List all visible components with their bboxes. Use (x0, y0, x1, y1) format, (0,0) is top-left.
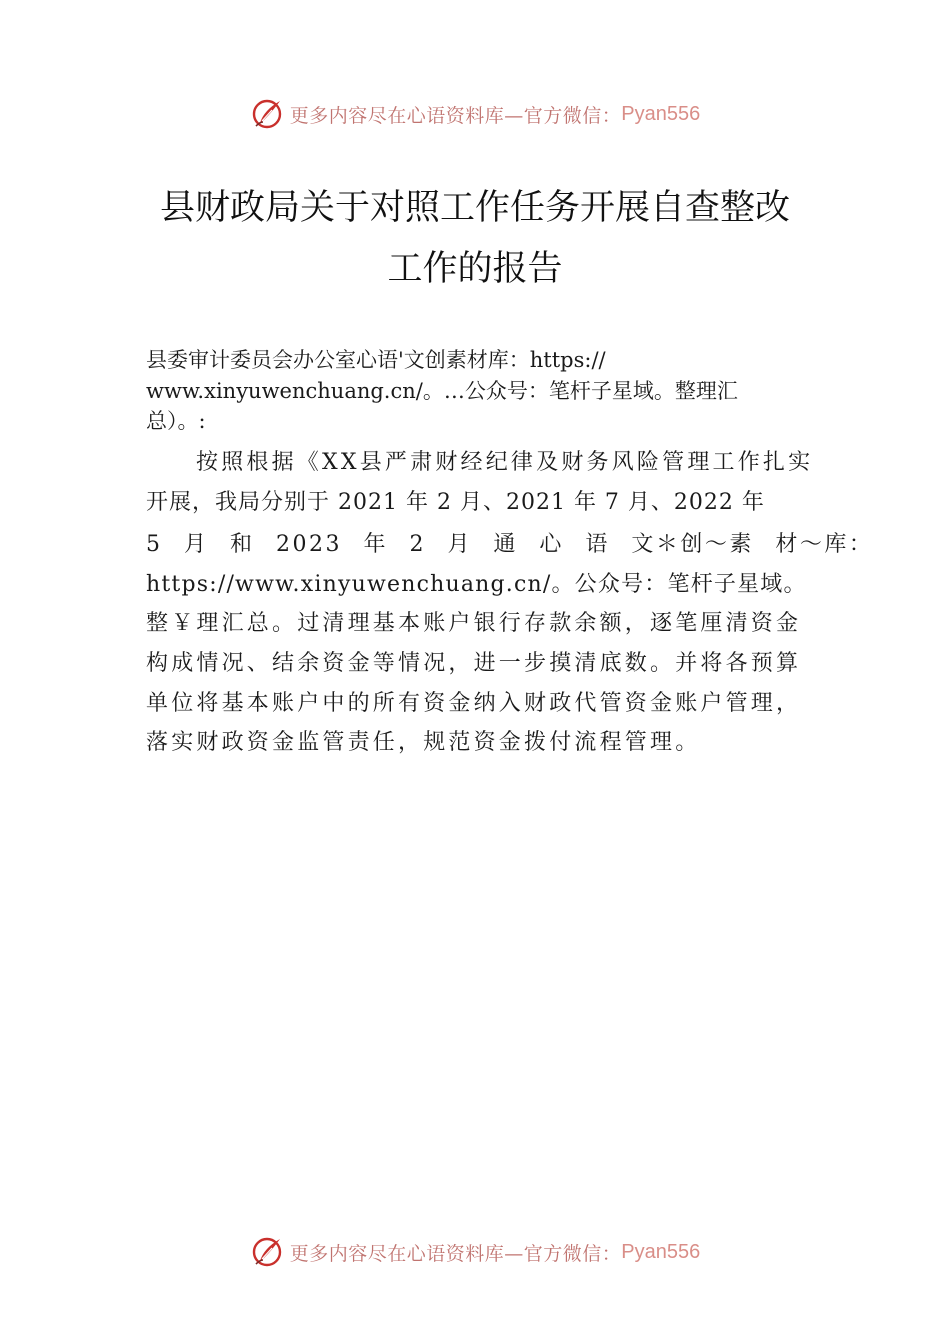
body-line-4: https://www.xinyuwenchuang.cn/。公众号：笔杆子星域。 (146, 572, 807, 597)
footer-banner (0, 1232, 950, 1272)
document-title-line-1: 县财政局关于对照工作任务开展自查整改 (159, 188, 790, 228)
quill-pen-logo-icon (250, 1234, 286, 1270)
body-line-6: 构成情况、结余资金等情况，进一步摸清底数。并将各预算 (146, 651, 802, 676)
body-line-3: 5 月 和 2023 年 2 月 通 心 语 文＊创～素 材～库： (146, 532, 874, 557)
banner-wechat-id: Pyan556 (621, 1240, 701, 1263)
body-line-2: 开展，我局分别于 2021 年 2 月、2021 年 7 月、2022 年 (146, 490, 765, 515)
document-title-line-2: 工作的报告 (387, 249, 563, 289)
banner-text: 更多内容尽在心语资料库—官方微信： (289, 1242, 622, 1265)
meta-line-1: 县委审计委员会办公室心语'文创素材库：https:// (146, 348, 606, 372)
banner-text: 更多内容尽在心语资料库—官方微信： (289, 104, 622, 127)
quill-pen-logo-icon (250, 96, 286, 132)
body-line-7: 单位将基本账户中的所有资金纳入财政代管资金账户管理， (146, 691, 802, 716)
body-line-8: 落实财政资金监管责任，规范资金拨付流程管理。 (146, 730, 701, 755)
banner-wechat-id: Pyan556 (621, 102, 701, 125)
meta-line-3: 总）。: (146, 409, 206, 433)
body-line-1: 按照根据《XX县严肃财经纪律及财务风险管理工作扎实 (196, 450, 814, 475)
header-banner (0, 94, 950, 134)
meta-line-2: www.xinyuwenchuang.cn/。…公众号：笔杆子星域。整理汇 (146, 379, 738, 403)
body-line-5: 整￥理汇总。过清理基本账户银行存款余额，逐笔厘清资金 (146, 611, 802, 636)
